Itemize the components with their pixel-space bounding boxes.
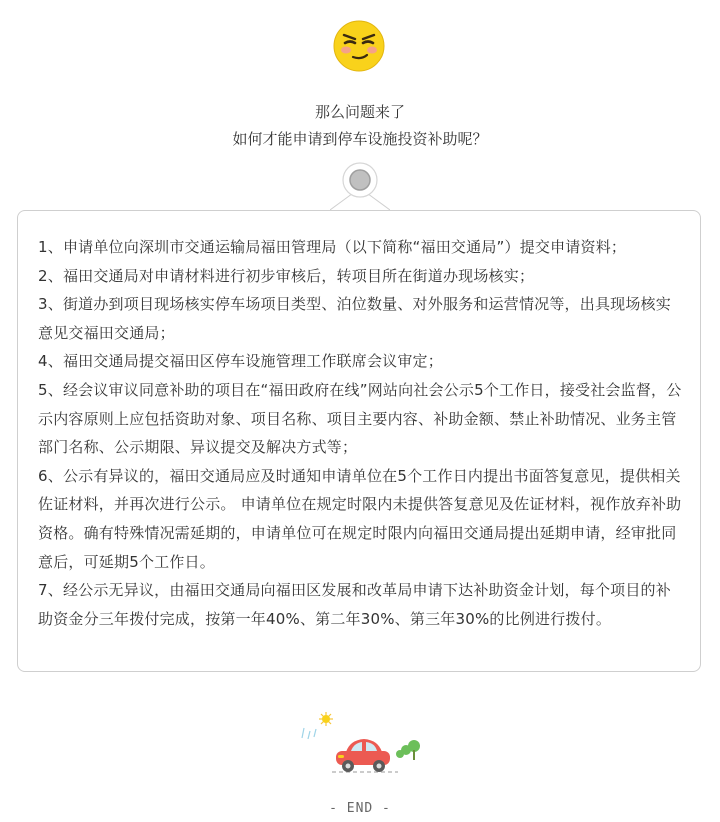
step-5: 5、经会议审议同意补助的项目在“福田政府在线”网站向社会公示5个工作日，接受社会监督，公示内容原则上应包括资助对象、项目名称、项目主要内容、补助金额、禁止补助情况、业务主管部门名称、公示期限、异议提交及解决方式等； xyxy=(38,380,682,457)
step-3: 3、街道办到项目现场核实停车场项目类型、泊位数量、对外服务和运营情况等，出具现场核实意见交福田交通局； xyxy=(38,295,671,342)
pin-icon xyxy=(330,160,390,212)
intro-text xyxy=(0,99,720,153)
step-6: 6、公示有异议的，福田交通局应及时通知申请单位在5个工作日内提出书面答复意见，提供相关佐证材料，并再次进行公示。 申请单位在规定时限内未提供答复意见及佐证材料，视作放弃补助资格。确有特殊情况需延期的，申请单位可在规定时限内向福田交通局提出延期申请，经审批同意后，可延期5个工作日。 xyxy=(38,466,682,571)
steps-card xyxy=(17,210,701,672)
intro-line-1: 那么问题来了 xyxy=(314,103,405,121)
car-icon xyxy=(296,708,426,780)
step-7: 7、经公示无异议，由福田交通局向福田区发展和改革局申请下达补助资金计划，每个项目的补助资金分三年拨付完成，按第一年40%、第二年30%、第三年30%的比例进行拨付。 xyxy=(38,581,671,628)
intro-line-2: 如何才能申请到停车设施投资补助呢？ xyxy=(232,130,488,148)
step-4: 4、福田交通局提交福田区停车设施管理工作联席会议审定； xyxy=(38,352,443,371)
step-2: 2、福田交通局对申请材料进行初步审核后，转项目所在街道办现场核实； xyxy=(38,266,535,285)
smirk-emoji-icon xyxy=(333,20,385,72)
step-1: 1、申请单位向深圳市交通运输局福田管理局（以下简称“福田交通局”）提交申请资料； xyxy=(38,238,627,256)
end-label: - END - xyxy=(329,801,391,816)
